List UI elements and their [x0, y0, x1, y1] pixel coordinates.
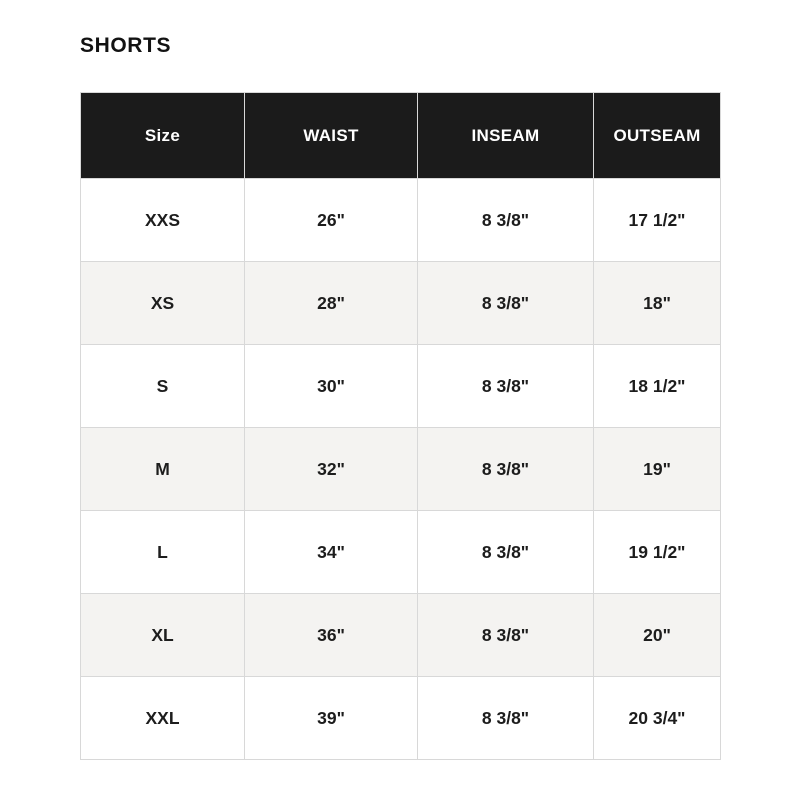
cell-inseam: 8 3/8": [418, 511, 594, 594]
column-header-size: Size: [81, 93, 245, 179]
column-header-inseam: INSEAM: [418, 93, 594, 179]
cell-inseam: 8 3/8": [418, 262, 594, 345]
cell-outseam: 19 1/2": [594, 511, 721, 594]
cell-waist: 34": [245, 511, 418, 594]
column-header-waist: WAIST: [245, 93, 418, 179]
cell-waist: 26": [245, 179, 418, 262]
cell-size: XS: [81, 262, 245, 345]
cell-waist: 28": [245, 262, 418, 345]
cell-inseam: 8 3/8": [418, 345, 594, 428]
cell-outseam: 19": [594, 428, 721, 511]
column-header-outseam: OUTSEAM: [594, 93, 721, 179]
table-row: [81, 428, 721, 511]
size-chart-table: [80, 92, 721, 760]
cell-size: XL: [81, 594, 245, 677]
cell-outseam: 17 1/2": [594, 179, 721, 262]
cell-waist: 32": [245, 428, 418, 511]
cell-inseam: 8 3/8": [418, 428, 594, 511]
cell-size: L: [81, 511, 245, 594]
table-row: [81, 594, 721, 677]
cell-outseam: 20": [594, 594, 721, 677]
table-row: [81, 345, 721, 428]
cell-inseam: 8 3/8": [418, 677, 594, 760]
table-row: [81, 677, 721, 760]
cell-size: XXS: [81, 179, 245, 262]
cell-outseam: 18 1/2": [594, 345, 721, 428]
cell-inseam: 8 3/8": [418, 179, 594, 262]
table-header-row: [81, 93, 721, 179]
cell-inseam: 8 3/8": [418, 594, 594, 677]
page-title: SHORTS: [80, 34, 172, 57]
cell-outseam: 18": [594, 262, 721, 345]
table-row: [81, 179, 721, 262]
cell-waist: 36": [245, 594, 418, 677]
table-row: [81, 511, 721, 594]
table-row: [81, 262, 721, 345]
cell-outseam: 20 3/4": [594, 677, 721, 760]
cell-size: XXL: [81, 677, 245, 760]
cell-waist: 30": [245, 345, 418, 428]
cell-size: S: [81, 345, 245, 428]
cell-size: M: [81, 428, 245, 511]
cell-waist: 39": [245, 677, 418, 760]
